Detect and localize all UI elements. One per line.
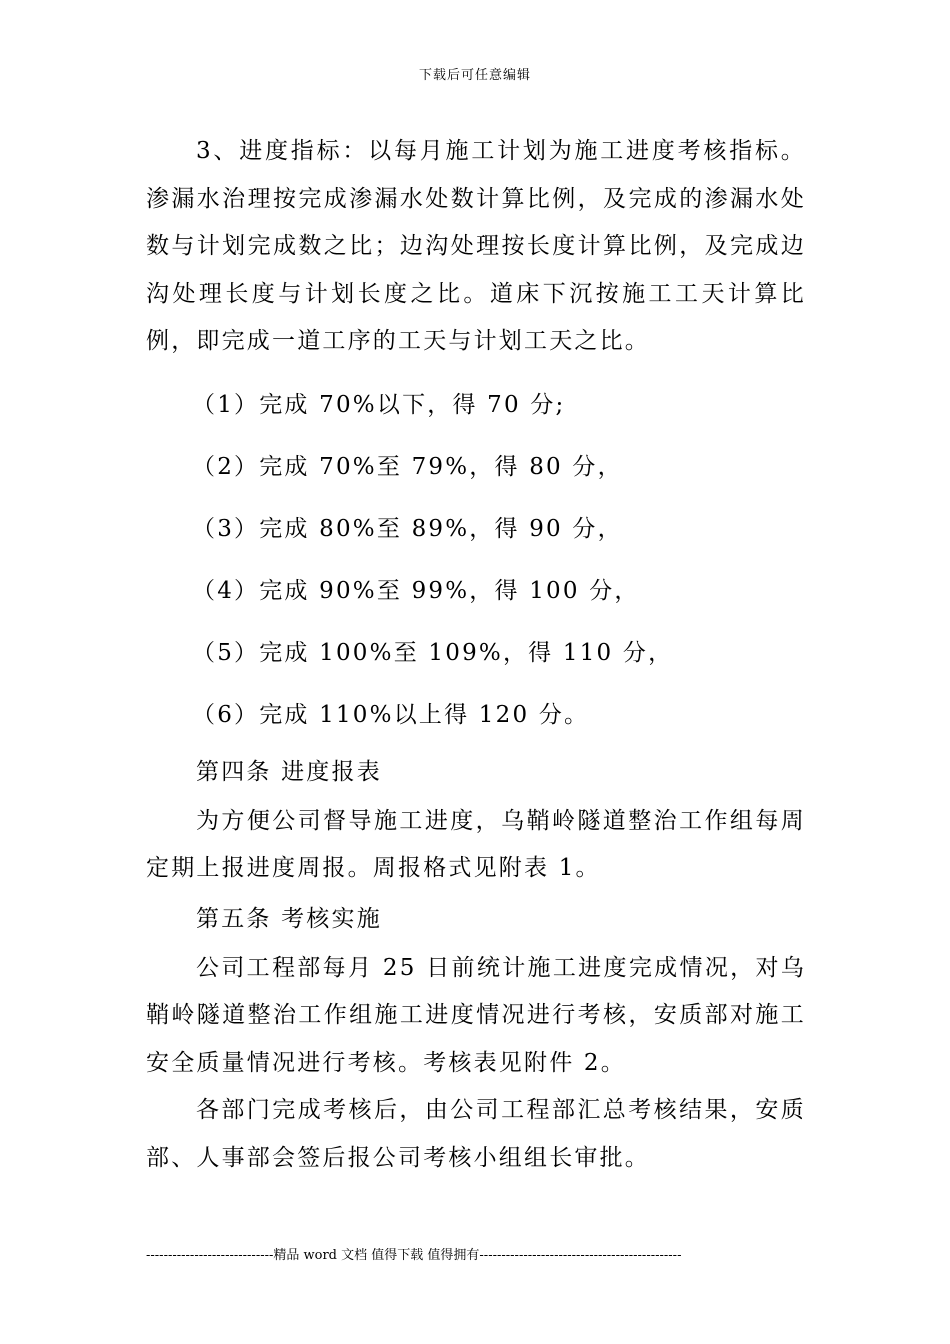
article-5-heading: 第五条 考核实施 bbox=[196, 905, 382, 932]
paragraph-progress-indicator: 3、进度指标：以每月施工计划为施工进度考核指标。渗漏水治理按完成渗漏水处数计算比例，及完成的渗漏水处数与计划完成数之比；边沟处理按长度计算比例，及完成边沟处理长度与计划长度之比。道床下沉按施工工天计算比例，即完成一道工序的工天与计划工天之比。 bbox=[146, 138, 806, 354]
page-header: 下载后可任意编辑 bbox=[418, 68, 531, 83]
score-item-5: （5）完成 100%至 109%，得 110 分， bbox=[192, 639, 674, 666]
document-body bbox=[146, 128, 806, 1182]
score-item-2: （2）完成 70%至 79%，得 80 分， bbox=[192, 453, 623, 480]
score-item-6: （6）完成 110%以上得 120 分。 bbox=[192, 701, 590, 728]
paragraph-assessment-1: 公司工程部每月 25 日前统计施工进度完成情况，对乌鞘岭隧道整治工作组施工进度情况进行考核，安质部对施工安全质量情况进行考核。考核表见附件 2。 bbox=[146, 954, 806, 1076]
page-footer: -----------------------------精品 word 文档 值得下载 值得拥有---------------------------------------------- bbox=[146, 1248, 682, 1263]
score-item-4: （4）完成 90%至 99%，得 100 分， bbox=[192, 577, 640, 604]
paragraph-assessment-2: 各部门完成考核后，由公司工程部汇总考核结果，安质部、人事部会签后报公司考核小组组长审批。 bbox=[146, 1097, 806, 1171]
score-item-3: （3）完成 80%至 89%，得 90 分， bbox=[192, 515, 623, 542]
paragraph-progress-report: 为方便公司督导施工进度，乌鞘岭隧道整治工作组每周定期上报进度周报。周报格式见附表 1。 bbox=[146, 807, 806, 881]
score-item-1: （1）完成 70%以下，得 70 分; bbox=[192, 391, 566, 418]
article-4-heading: 第四条 进度报表 bbox=[196, 758, 382, 785]
